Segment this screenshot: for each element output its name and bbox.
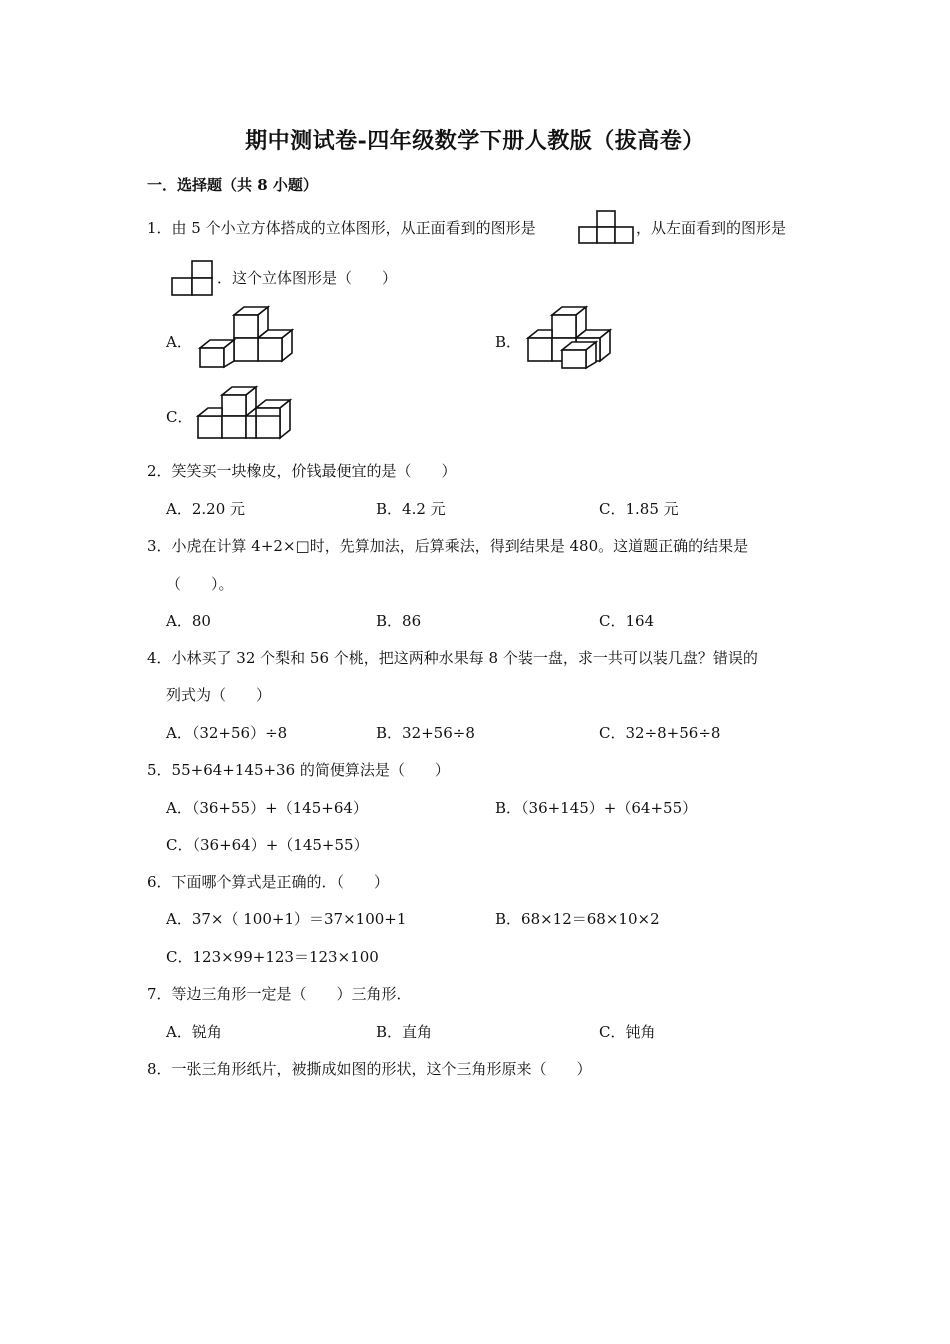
question-1-stem-part-a: 1．由 5 个小立方体搭成的立体图形，从正面看到的图形是	[147, 219, 536, 237]
page-title: 期中测试卷-四年级数学下册人教版（拔高卷）	[245, 128, 705, 154]
question-3-option-c[interactable]: C．164	[599, 612, 655, 630]
question-3-option-b[interactable]: B．86	[376, 612, 422, 630]
question-4-option-b[interactable]: B．32+56÷8	[376, 724, 475, 742]
question-1-option-a[interactable]: A．	[166, 333, 192, 351]
question-6-option-b[interactable]: B．68×12＝68×10×2	[495, 910, 660, 928]
question-7-option-a[interactable]: A．锐角	[166, 1023, 222, 1041]
question-8-stem: 8．一张三角形纸片，被撕成如图的形状，这个三角形原来（ ）	[147, 1060, 592, 1078]
question-5-option-c[interactable]: C．（36+64）+（145+55）	[166, 836, 369, 854]
cube-stack-b-icon	[526, 306, 614, 370]
question-5-option-b[interactable]: B．（36+145）+（64+55）	[495, 799, 698, 817]
question-5-option-a[interactable]: A．（36+55）+（145+64）	[166, 799, 368, 817]
question-7-option-b[interactable]: B．直角	[376, 1023, 433, 1041]
question-3-stem: 3．小虎在计算 4+2×□时，先算加法，后算乘法，得到结果是 480。这道题正确的结果是	[147, 537, 749, 555]
question-1-stem-part-b: ，从左面看到的图形是	[636, 219, 787, 237]
question-1-option-b[interactable]: B．	[495, 333, 522, 351]
question-2-option-b[interactable]: B．4.2 元	[376, 500, 446, 518]
question-7-option-c[interactable]: C．钝角	[599, 1023, 656, 1041]
question-5-stem: 5．55+64+145+36 的简便算法是（ ）	[147, 761, 450, 779]
question-7-stem: 7．等边三角形一定是（ ）三角形．	[147, 985, 412, 1003]
cube-stack-a-icon	[198, 306, 294, 368]
question-2-option-c[interactable]: C．1.85 元	[599, 500, 679, 518]
cube-stack-c-icon	[198, 386, 294, 442]
question-6-stem: 6．下面哪个算式是正确的．（ ）	[147, 873, 390, 891]
section-heading: 一．选择题（共 8 小题）	[147, 176, 318, 194]
question-1-stem-part-c: ．这个立体图形是（ ）	[217, 269, 398, 287]
question-6-option-c[interactable]: C．123×99+123＝123×100	[166, 948, 379, 966]
question-2-stem: 2．笑笑买一块橡皮，价钱最便宜的是（ ）	[147, 462, 457, 480]
question-4-option-a[interactable]: A．（32+56）÷8	[166, 724, 288, 742]
question-4-option-c[interactable]: C．32÷8+56÷8	[599, 724, 721, 742]
question-1-option-c[interactable]: C．	[166, 408, 193, 426]
question-3-option-a[interactable]: A．80	[166, 612, 211, 630]
left-view-figure-icon	[171, 260, 213, 296]
question-4-stem-continued: 列式为（ ）	[166, 686, 272, 704]
front-view-figure-icon	[578, 210, 634, 244]
question-2-option-a[interactable]: A．2.20 元	[166, 500, 245, 518]
question-3-stem-continued: （ ）。	[166, 575, 234, 593]
question-4-stem: 4．小林买了 32 个梨和 56 个桃，把这两种水果每 8 个装一盘，求一共可以装几盘？错误的	[147, 649, 758, 667]
question-6-option-a[interactable]: A．37×（ 100+1）＝37×100+1	[166, 910, 407, 928]
